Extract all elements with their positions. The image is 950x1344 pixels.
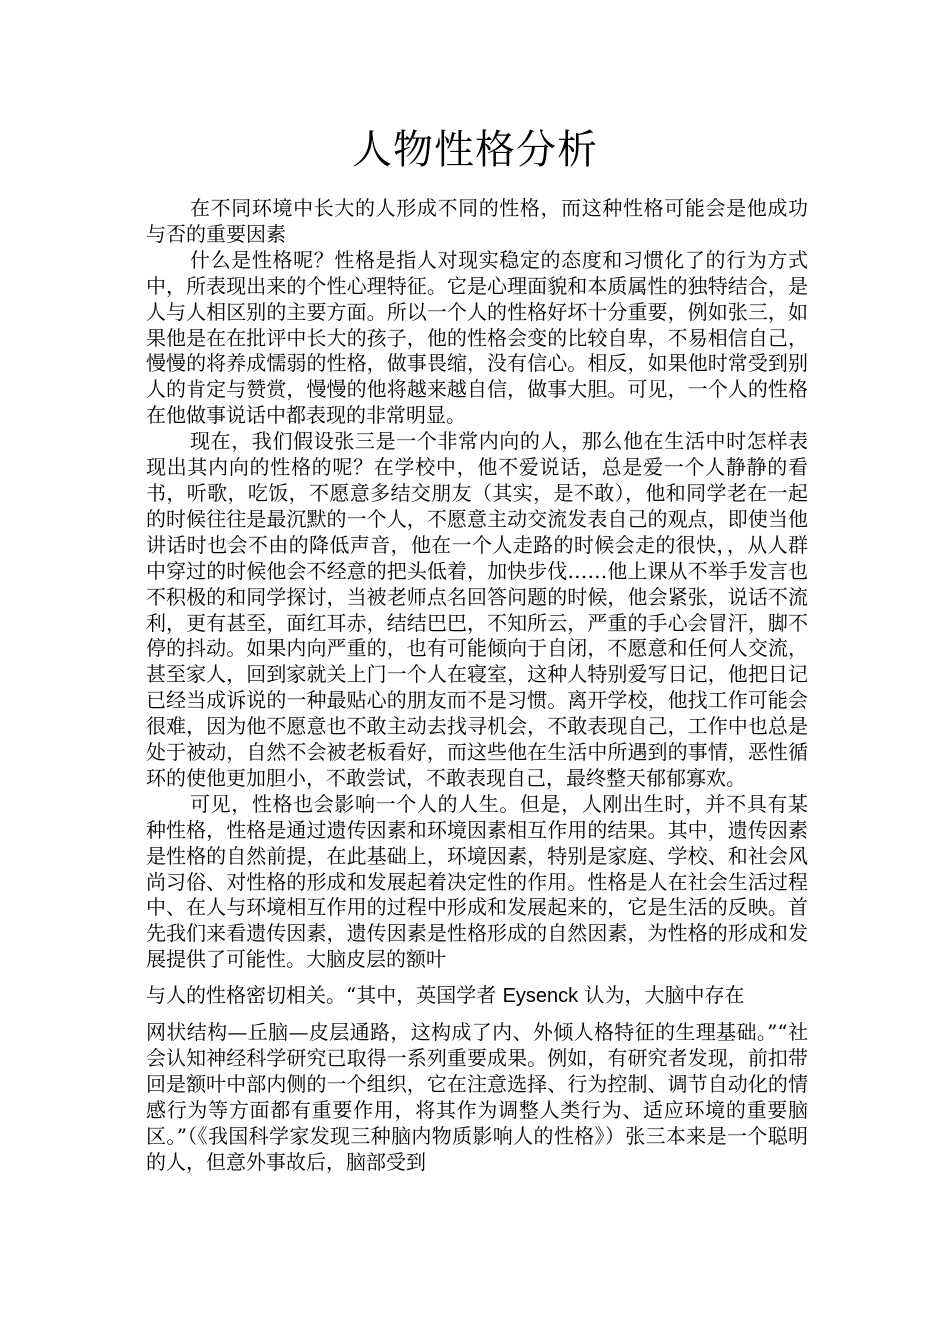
document-body <box>146 196 808 1176</box>
paragraph-5-lead: 与人的性格密切相关。“其中，英国学者 <box>146 983 503 1008</box>
paragraph-5 <box>146 973 808 1018</box>
scholar-name: Eysenck <box>502 985 579 1008</box>
paragraph-4: 可见，性格也会影响一个人的人生。但是，人刚出生时，并不具有某种性格，性格是通过遗传因素和环境因素相互作用的结果。其中，遗传因素是性格的自然前提，在此基础上，环境因素，特别是家庭、学校、和社会风尚习俗、对性格的形成和发展起着决定性的作用。性格是人在社会生活过程中、在人与环境相互作用的过程中形成和发展起来的，它是生活的反映。首先我们来看遗传因素，遗传因素是性格形成的自然因素，为性格的形成和发展提供了可能性。大脑皮层的额叶 <box>146 791 808 972</box>
paragraph-2: 什么是性格呢？性格是指人对现实稳定的态度和习惯化了的行为方式中，所表现出来的个性心理特征。它是心理面貌和本质属性的独特结合，是人与人相区别的主要方面。所以一个人的性格好坏十分重要，例如张三，如果他是在在批评中长大的孩子，他的性格会变的比较自卑，不易相信自己，慢慢的将养成懦弱的性格，做事畏缩，没有信心。相反，如果他时常受到别人的肯定与赞赏，慢慢的他将越来越自信，做事大胆。可见，一个人的性格在他做事说话中都表现的非常明显。 <box>146 247 808 428</box>
document-title: 人物性格分析 <box>352 127 598 173</box>
paragraph-3: 现在，我们假设张三是一个非常内向的人，那么他在生活中时怎样表现出其内向的性格的呢？在学校中，他不爱说话，总是爱一个人静静的看书，听歌，吃饭，不愿意多结交朋友（其实，是不敢），他和同学老在一起的时候往往是最沉默的一个人，不愿意主动交流发表自己的观点，即使当他讲话时也会不由的降低声音，他在一个人走路的时候会走的很快，，从人群中穿过的时候他会不经意的把头低着，加快步伐……他上课从不举手发言也不积极的和同学探讨，当被老师点名回答问题的时候，他会紧张，说话不流利，更有甚至，面红耳赤，结结巴巴，不知所云，严重的手心会冒汗，脚不停的抖动。如果内向严重的，也有可能倾向于自闭，不愿意和任何人交流，甚至家人，回到家就关上门一个人在寝室，这种人特别爱写日记，他把日记已经当成诉说的一种最贴心的朋友而不是习惯。离开学校，他找工作可能会很难，因为他不愿意也不敢主动去找寻机会，不敢表现自己，工作中也总是处于被动，自然不会被老板看好，而这些他在生活中所遇到的事情，恶性循环的使他更加胆小，不敢尝试，不敢表现自己，最终整天郁郁寡欢。 <box>146 429 808 790</box>
paragraph-5-tail: 认为，大脑中存在 <box>578 983 745 1008</box>
paragraph-1: 在不同环境中长大的人形成不同的性格，而这种性格可能会是他成功与否的重要因素 <box>146 196 808 246</box>
paragraph-6: 网状结构—丘脑—皮层通路，这构成了内、外倾人格特征的生理基础。”“社会认知神经科学研究已取得一系列重要成果。例如，有研究者发现，前扣带回是额叶中部内侧的一个组织，它在注意选择、行为控制、调节自动化的情感行为等方面都有重要作用，将其作为调整人类行为、适应环境的重要脑区。”（《我国科学家发现三种脑内物质影响人的性格》）张三本来是一个聪明的人，但意外事故后，脑部受到 <box>146 1020 808 1174</box>
